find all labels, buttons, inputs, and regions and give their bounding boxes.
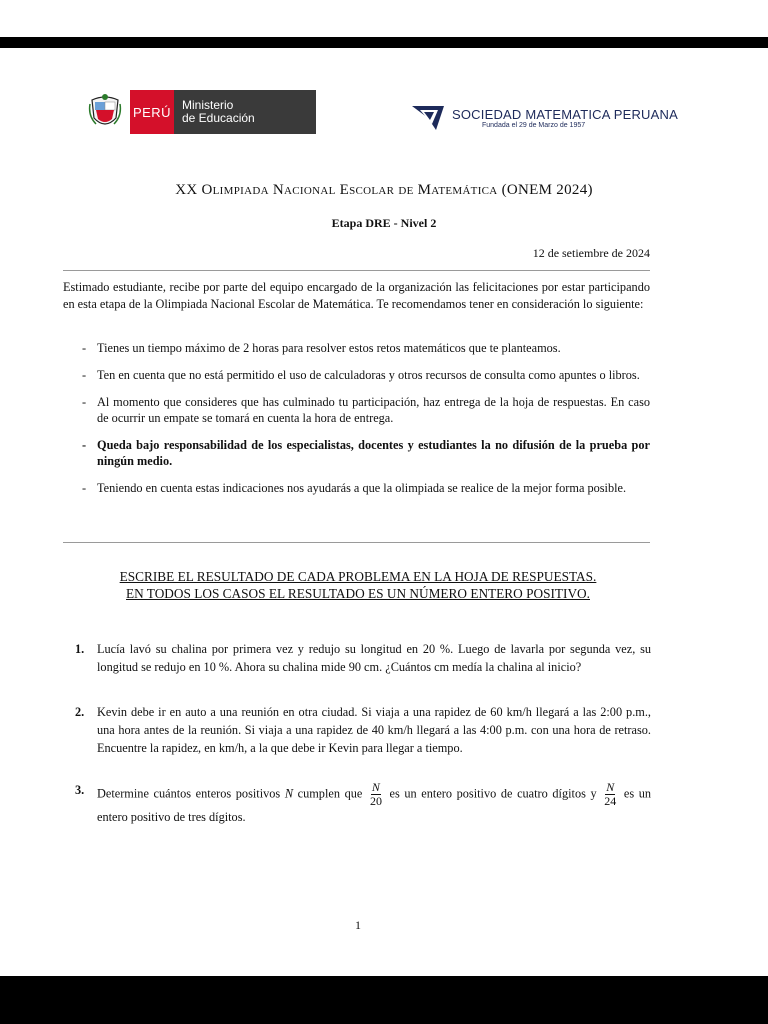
- problem-text-part3: es un entero positivo de cuatro dígitos y: [389, 786, 597, 801]
- page-title: XX Olimpiada Nacional Escolar de Matemática (ONEM 2024): [175, 182, 593, 198]
- fraction-numerator: N: [606, 780, 615, 794]
- coat-of-arms-icon: [86, 90, 124, 134]
- peru-label: PERÚ: [130, 90, 174, 134]
- instructions-line1: ESCRIBE EL RESULTADO DE CADA PROBLEMA EN LA HOJA DE RESPUESTAS.: [119, 569, 597, 584]
- page-number: 1: [355, 918, 361, 932]
- recommendation-item: - Al momento que consideres que has culminado tu participación, haz entrega de la hoja de respuestas. En caso de ocurrir un empate se tomará en cuenta la hora de entrega.: [78, 394, 650, 426]
- recommendation-item: - Teniendo en cuenta estas indicaciones nos ayudarás a que la olimpiada se realice de la mejor forma posible.: [78, 480, 650, 496]
- intro-paragraph: Estimado estudiante, recibe por parte del equipo encargado de la organización las felicitaciones por estar participando en esta etapa de la Olimpiada Nacional Escolar de Matemática. Te recomendamos tener en consideración lo siguiente:: [63, 280, 650, 311]
- problem-text: Kevin debe ir en auto a una reunión en otra ciudad. Si viaja a una rapidez de 60 km/h llegará a las 2:00 p.m., una hora antes de la reunión. Si viaja a una rapidez de 40 km/h llegará a las 4:00 p.m. con una hora de retraso. Encuentre la rapidez, en km/h, a la que debe ir Kevin para llegar a tiempo.: [97, 705, 651, 755]
- problem-text-part2: cumplen que: [297, 786, 363, 801]
- ministry-line1: Ministerio: [182, 98, 234, 112]
- instructions-line2: EN TODOS LOS CASOS EL RESULTADO ES UN NÚMERO ENTERO POSITIVO.: [126, 586, 590, 601]
- fraction-denominator: 24: [604, 794, 617, 808]
- smp-logo: [410, 100, 678, 136]
- top-black-bar: [0, 37, 768, 48]
- problem-text: Lucía lavó su chalina por primera vez y redujo su longitud en 20 %. Luego de lavarla por segunda vez, su longitud se redujo en 10 %. Ahora su chalina mide 90 cm. ¿Cuántos cm medía la chalina al inicio?: [97, 642, 651, 674]
- recommendation-item: - Tienes un tiempo máximo de 2 horas para resolver estos retos matemáticos que te planteamos.: [78, 340, 650, 356]
- problem-3: [75, 781, 651, 826]
- recommendations-list: [78, 340, 650, 507]
- fraction-n-over-20: [369, 781, 383, 808]
- problem-text-part1: Determine cuántos enteros positivos: [97, 786, 281, 801]
- problem-number: 2.: [75, 705, 85, 719]
- fraction-denominator: 20: [369, 794, 382, 808]
- ministry-label: [174, 90, 316, 134]
- problem-2: [75, 703, 651, 757]
- problem-number: 1.: [75, 642, 85, 656]
- smp-emblem-icon: [410, 100, 446, 136]
- recommendation-item-bold: - Queda bajo responsabilidad de los especialistas, docentes y estudiantes la no difusión de la prueba por ningún medio.: [78, 437, 650, 469]
- ministry-logo: [86, 90, 316, 134]
- problem-number: 3.: [75, 783, 85, 797]
- variable-n: N: [284, 786, 294, 801]
- fraction-numerator: N: [371, 780, 380, 794]
- smp-name: SOCIEDAD MATEMATICA PERUANA: [452, 107, 678, 122]
- problem-list: [75, 640, 651, 826]
- problem-1: [75, 640, 651, 676]
- ministry-line2: de Educación: [182, 111, 255, 125]
- stage-subtitle: Etapa DRE - Nivel 2: [331, 216, 437, 230]
- divider-top: [63, 270, 650, 271]
- answer-instructions: [0, 568, 716, 602]
- recommendation-item: - Ten en cuenta que no está permitido el uso de calculadoras y otros recursos de consulta como apuntes o libros.: [78, 367, 650, 383]
- smp-founded: Fundada el 29 de Marzo de 1957: [482, 122, 586, 129]
- exam-date: 12 de setiembre de 2024: [532, 246, 650, 260]
- fraction-n-over-24: [603, 781, 617, 808]
- divider-bottom: [63, 542, 650, 543]
- problem-text-part4: es un entero positivo de tres dígitos.: [97, 786, 652, 824]
- bottom-black-bar: [0, 976, 768, 1024]
